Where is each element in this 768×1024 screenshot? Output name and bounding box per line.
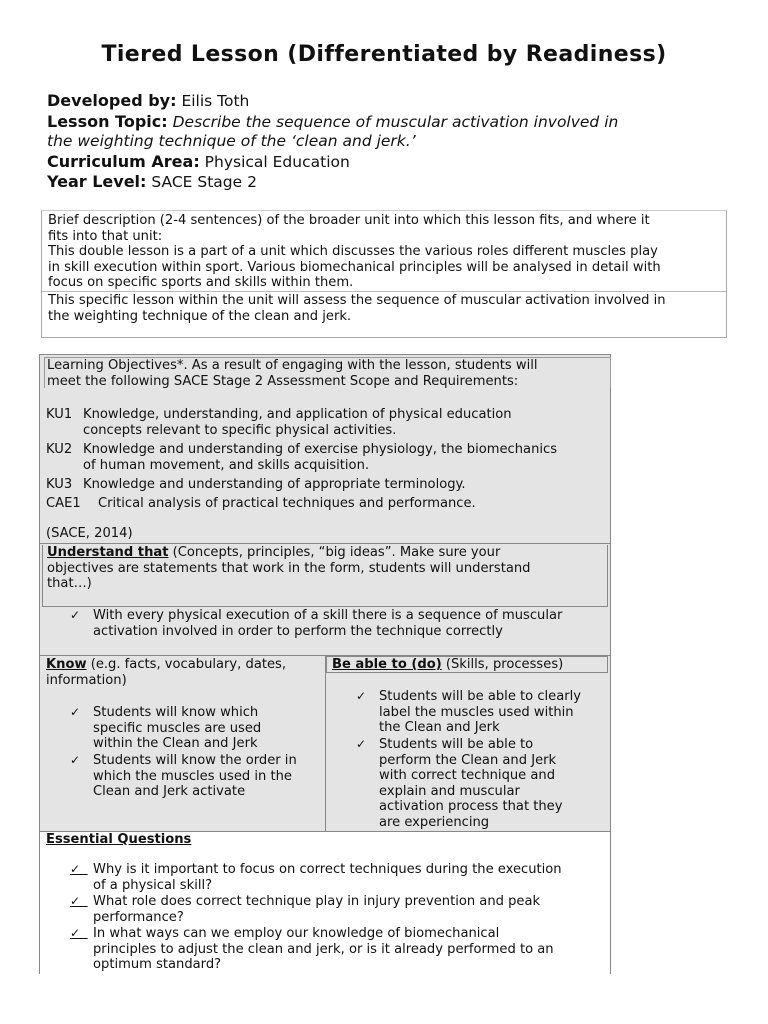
brief-prompt: Brief description (2-4 sentences) of the broader unit into which this lesson fits, and where it: [48, 213, 650, 228]
understand-bullet-line-2: activation involved in order to perform the technique correctly: [93, 623, 503, 639]
developed-by-value: Eilis Toth: [181, 92, 250, 110]
know-do-section: [40, 655, 610, 832]
objective-code: CAE1: [46, 496, 81, 511]
year-level-value: SACE Stage 2: [151, 173, 257, 191]
curriculum-area-value: Physical Education: [204, 152, 350, 171]
essential-questions-section: [40, 831, 610, 975]
year-level-row: [47, 172, 737, 193]
understand-prompt: (Concepts, principles, “big ideas”. Make sure your: [168, 545, 501, 560]
understand-header: [42, 545, 608, 607]
check-icon: ✓: [356, 689, 367, 703]
understand-prompt-3: that…): [47, 576, 92, 591]
objective-code: KU1: [46, 407, 73, 422]
know-column: [40, 656, 326, 832]
objective-text: Critical analysis of practical techniques and performance.: [98, 496, 476, 511]
check-icon: ✓: [70, 608, 81, 622]
check-icon: ✓: [70, 894, 88, 908]
question-line: What role does correct technique play in injury prevention and peak: [93, 894, 541, 909]
developed-by-row: [47, 91, 737, 112]
know-prompt-2: information): [46, 672, 127, 688]
objective-line: Knowledge, understanding, and application of physical education: [83, 407, 512, 422]
understand-section: [40, 543, 610, 656]
lesson-topic-row-2: [47, 132, 737, 152]
essential-questions-label: Essential Questions: [46, 832, 192, 847]
know-bullet-line-2: specific muscles are used: [93, 720, 262, 736]
understand-bullet-line: With every physical execution of a skill there is a sequence of muscular: [93, 608, 563, 623]
lesson-topic-value-2: the weighting technique of the ‘clean and jerk.’: [47, 132, 416, 150]
objective-text: [83, 407, 603, 438]
lesson-description-line: This specific lesson within the unit will assess the sequence of muscular activation involved in: [48, 293, 666, 308]
be-able-bullet-line: Students will be able to: [379, 737, 534, 752]
lesson-meta: [47, 91, 737, 193]
objectives-intro-line: Learning Objectives*. As a result of engaging with the lesson, students will: [47, 358, 538, 373]
objective-text: Knowledge and understanding of appropriate terminology.: [83, 477, 466, 492]
check-icon: ✓: [70, 862, 88, 876]
be-able-label: Be able to (do): [332, 657, 442, 672]
understand-prompt-2: objectives are statements that work in the form, students will understand: [47, 560, 531, 576]
lesson-topic-label: Lesson Topic:: [47, 111, 168, 131]
unit-description-box: [41, 210, 727, 338]
understand-label: Understand that: [47, 545, 169, 560]
learning-objectives-section: [40, 355, 610, 543]
check-icon: ✓: [70, 926, 88, 940]
objective-code: KU3: [46, 477, 73, 492]
be-able-bullet-line-3: with correct technique and: [379, 768, 556, 783]
year-level-label: Year Level:: [47, 172, 147, 191]
be-able-bullet-line-3: the Clean and Jerk: [379, 720, 500, 735]
objectives-intro-line-2: meet the following SACE Stage 2 Assessment Scope and Requirements:: [47, 373, 519, 389]
lesson-description: [42, 291, 726, 338]
objective-line: Knowledge and understanding of exercise physiology, the biomechanics: [83, 442, 558, 457]
objective-item: [46, 496, 606, 512]
be-able-bullet-line-6: are experiencing: [379, 814, 490, 830]
be-able-prompt: (Skills, processes): [441, 657, 564, 672]
know-bullet-text: [93, 705, 261, 752]
be-able-column: [326, 656, 610, 832]
check-icon: ✓: [70, 753, 81, 767]
be-able-bullet-text: [379, 737, 562, 830]
be-able-bullet-line-2: label the muscles used within: [379, 704, 574, 720]
essential-question-text: [93, 926, 554, 973]
be-able-bullet-line-2: perform the Clean and Jerk: [379, 752, 557, 768]
know-bullet-line: Students will know the order in: [93, 753, 297, 768]
know-label: Know: [46, 657, 87, 672]
know-bullet-line-3: Clean and Jerk activate: [93, 784, 246, 799]
check-icon: ✓: [70, 705, 81, 719]
be-able-bullet-line: Students will be able to clearly: [379, 689, 582, 704]
question-line-2: principles to adjust the clean and jerk, or is it already performed to an: [93, 941, 554, 957]
lesson-description-line-2: the weighting technique of the clean and jerk.: [48, 308, 352, 324]
objective-item: [46, 442, 606, 474]
be-able-header: [332, 657, 563, 673]
check-icon: ✓: [356, 737, 367, 751]
unit-description-text: [42, 211, 726, 291]
know-bullet-line-2: which the muscles used in the: [93, 768, 292, 784]
lesson-topic-value: Describe the sequence of muscular activation involved in: [172, 112, 619, 131]
brief-paragraph-2: in skill execution within sport. Various biomechanical principles will be analysed in detail with: [48, 259, 661, 275]
objectives-intro: [44, 357, 611, 388]
know-bullet-line: Students will know which: [93, 705, 259, 720]
know-header: [46, 657, 322, 688]
essential-question-text: [93, 862, 562, 893]
understand-bullet-text: [93, 608, 562, 639]
objective-code: KU2: [46, 442, 73, 457]
lesson-topic-row: [47, 112, 737, 133]
curriculum-area-label: Curriculum Area:: [47, 151, 200, 171]
brief-paragraph: This double lesson is a part of a unit which discusses the various roles different muscles play: [48, 244, 658, 259]
objective-text: [83, 442, 603, 473]
know-prompt: (e.g. facts, vocabulary, dates,: [86, 657, 287, 672]
question-line-2: of a physical skill?: [93, 877, 213, 893]
document-title: Tiered Lesson (Differentiated by Readiness): [101, 42, 667, 67]
know-bullet-text: [93, 753, 297, 800]
question-line: Why is it important to focus on correct techniques during the execution: [93, 862, 562, 877]
question-line: In what ways can we employ our knowledge of biomechanical: [93, 926, 500, 941]
objective-line-2: concepts relevant to specific physical activities.: [83, 422, 397, 438]
objective-item: [46, 477, 606, 493]
essential-question-text: [93, 894, 540, 925]
brief-paragraph-3: focus on specific sports and skills within them.: [48, 275, 354, 290]
question-line-3: optimum standard?: [93, 957, 222, 972]
question-line-2: performance?: [93, 909, 184, 925]
objectives-table: [39, 354, 611, 974]
be-able-bullet-line-4: explain and muscular: [379, 783, 520, 799]
developed-by-label: Developed by:: [47, 91, 177, 110]
know-bullet-line-3: within the Clean and Jerk: [93, 736, 258, 751]
objective-line-2: of human movement, and skills acquisition.: [83, 457, 370, 473]
be-able-bullet-text: [379, 689, 581, 736]
curriculum-area-row: [47, 152, 737, 173]
brief-prompt-2: fits into that unit:: [48, 228, 163, 244]
be-able-bullet-line-5: activation process that they: [379, 799, 563, 814]
objective-item: [46, 407, 606, 439]
citation: (SACE, 2014): [46, 526, 133, 541]
